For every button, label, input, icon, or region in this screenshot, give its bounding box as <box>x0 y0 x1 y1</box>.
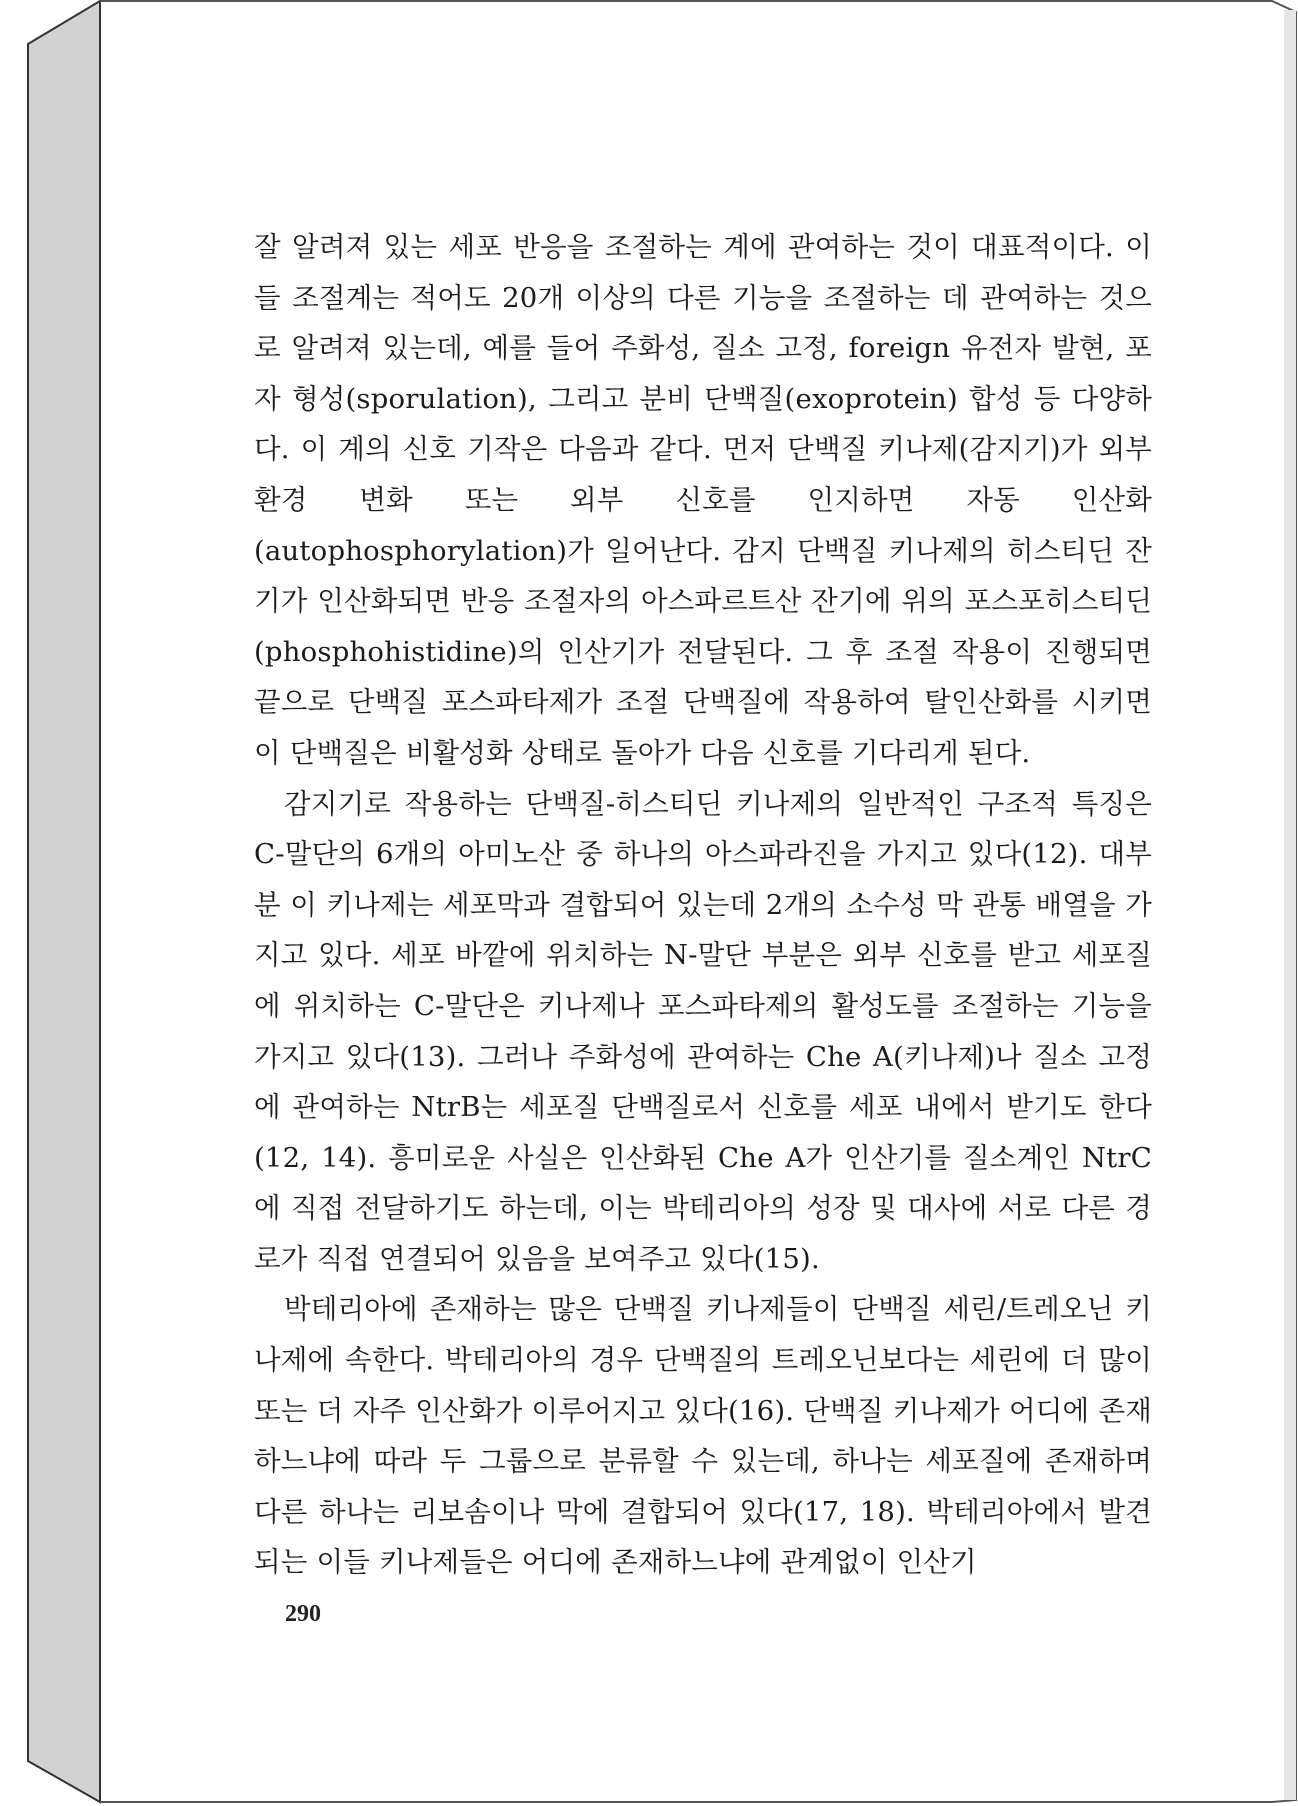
page-right-edge <box>1284 10 1296 1800</box>
paragraph-3: 박테리아에 존재하는 많은 단백질 키나제들이 단백질 세린/트레오닌 키나제에 속한다. 박테리아의 경우 단백질의 트레오닌보다는 세린에 더 많이 또는 더 자주 인산화가 이루어지고 있다(16). 단백질 키나제가 어디에 존재하느냐에 따라 두 그룹으로 분류할 수 있는데, 하나는 세포질에 존재하며 다른 하나는 리보솜이나 막에 결합되어 있다(17, 18). 박테리아에서 발견되는 이들 키나제들은 어디에 존재하느냐에 관계없이 인산기 <box>254 1293 1152 1579</box>
page-body <box>254 222 1152 1588</box>
paragraph-2: 감지기로 작용하는 단백질-히스티딘 키나제의 일반적인 구조적 특징은 C-말단의 6개의 아미노산 중 하나의 아스파라진을 가지고 있다(12). 대부분 이 키나제는 세포막과 결합되어 있는데 2개의 소수성 막 관통 배열을 가지고 있다. 세포 바깥에 위치하는 N-말단 부분은 외부 신호를 받고 세포질에 위치하는 C-말단은 키나제나 포스파타제의 활성도를 조절하는 기능을 가지고 있다(13). 그러나 주화성에 관여하는 Che A(키나제)나 질소 고정에 관여하는 NtrB는 세포질 단백질로서 신호를 세포 내에서 받기도 한다(12, 14). 흥미로운 사실은 인산화된 Che A가 인산기를 질소계인 NtrC에 직접 전달하기도 하는데, 이는 박테리아의 성장 및 대사에 서로 다른 경로가 직접 연결되어 있음을 보여주고 있다(15). <box>254 787 1152 1275</box>
paragraph-1: 잘 알려져 있는 세포 반응을 조절하는 계에 관여하는 것이 대표적이다. 이들 조절계는 적어도 20개 이상의 다른 기능을 조절하는 데 관여하는 것으로 알려져 있는데, 예를 들어 주화성, 질소 고정, foreign 유전자 발현, 포자 형성(sporulation), 그리고 분비 단백질(exoprotein) 합성 등 다양하다. 이 계의 신호 기작은 다음과 같다. 먼저 단백질 키나제(감지기)가 외부 환경 변화 또는 외부 신호를 인지하면 자동 인산화(autophosphorylation)가 일어난다. 감지 단백질 키나제의 히스티딘 잔기가 인산화되면 반응 조절자의 아스파르트산 잔기에 위의 포스포히스티딘(phosphohistidine)의 인산기가 전달된다. 그 후 조절 작용이 진행되면 끝으로 단백질 포스파타제가 조절 단백질에 작용하여 탈인산화를 시키면 이 단백질은 비활성화 상태로 돌아가 다음 신호를 기다리게 된다. <box>254 231 1152 769</box>
page-number: 290 <box>285 1601 321 1627</box>
book-spine <box>28 1 100 1802</box>
